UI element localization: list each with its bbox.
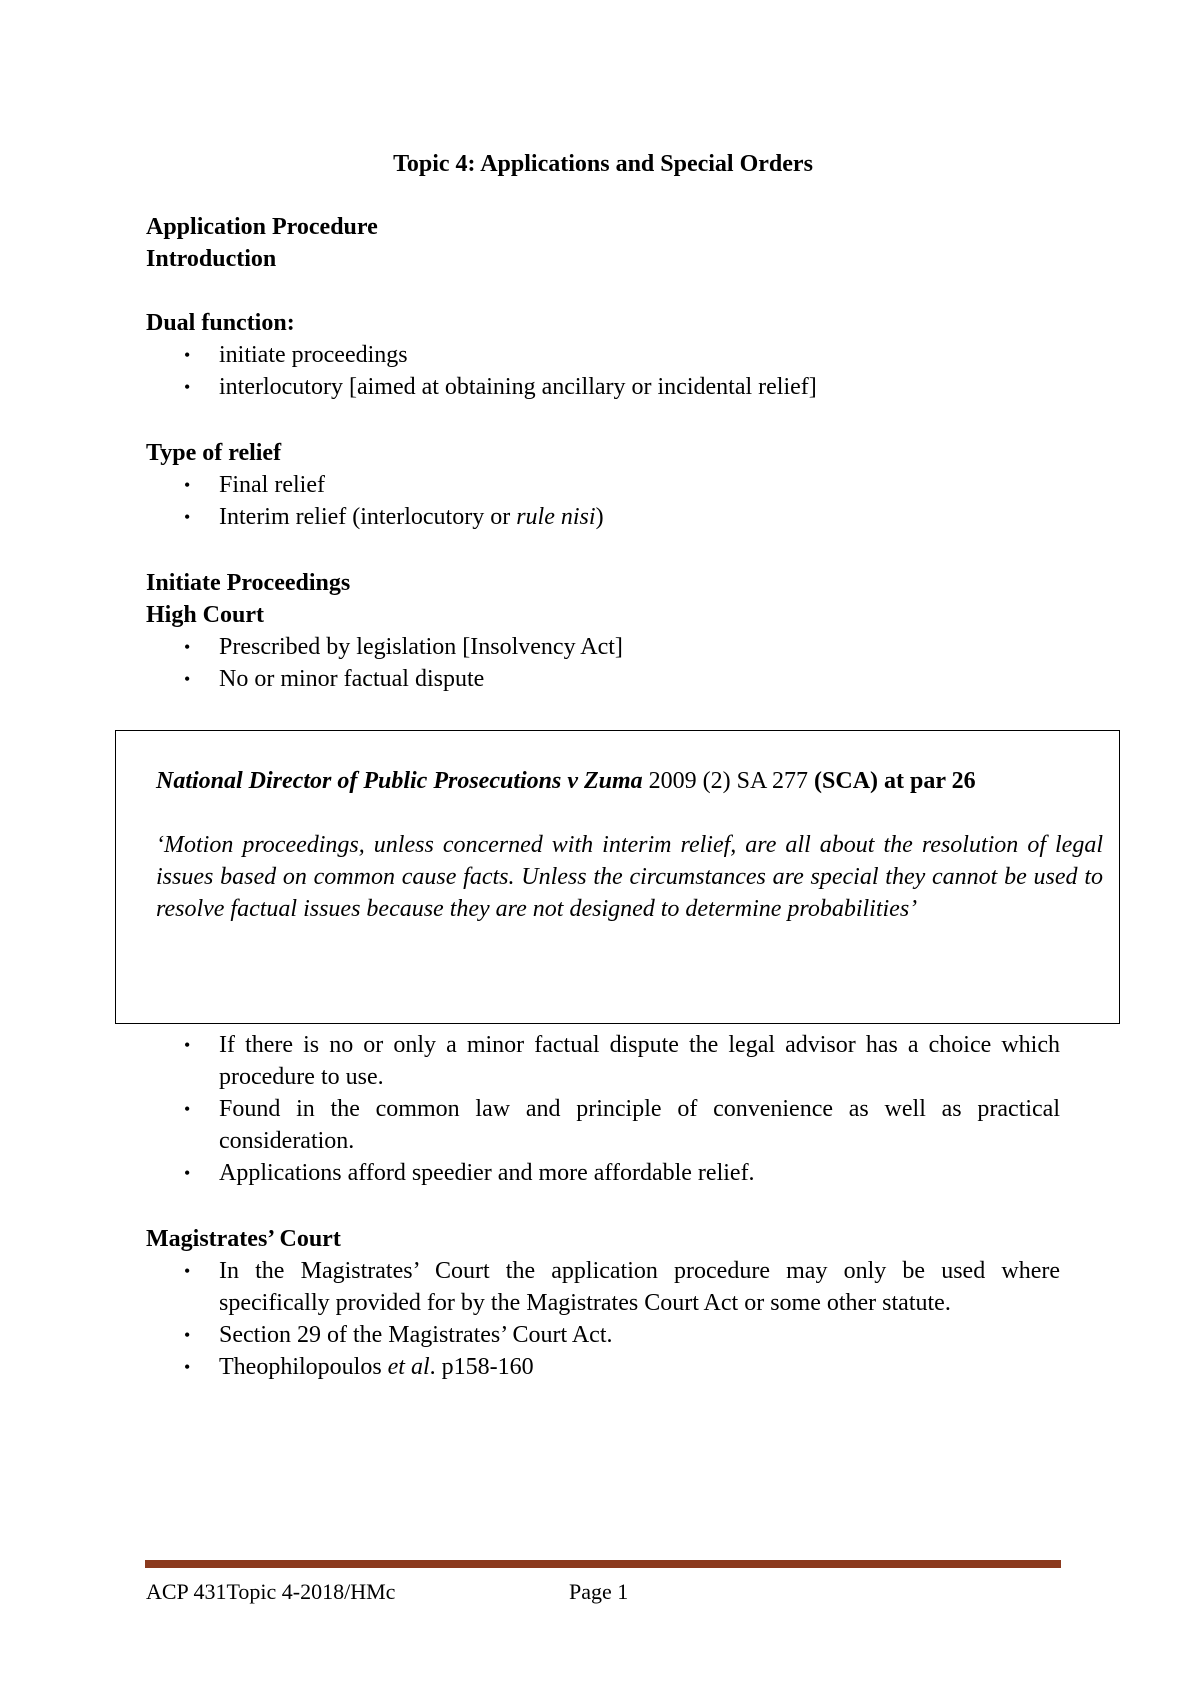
section-heading-dual-function: Dual function: bbox=[146, 310, 295, 336]
type-of-relief-section bbox=[146, 437, 1060, 533]
list-item: • If there is no or only a minor factual dispute the legal advisor has a choice which procedure to use. bbox=[146, 1029, 1060, 1093]
section-heading-application-procedure: Application Procedure bbox=[146, 214, 378, 240]
dual-function-section bbox=[146, 307, 1060, 403]
case-quote-box bbox=[115, 730, 1120, 1024]
list-item: • Final relief bbox=[146, 469, 1060, 501]
case-quote-text: ‘Motion proceedings, unless concerned with interim relief, are all about the resolution of legal issues based on common cause facts. Unless the circumstances are special they cannot be used to resolve factual issues because they are not designed to determine probabilities’ bbox=[156, 832, 1103, 922]
list-item: • initiate proceedings bbox=[146, 339, 1060, 371]
list-item: • Applications afford speedier and more affordable relief. bbox=[146, 1157, 1060, 1189]
list-item: • Section 29 of the Magistrates’ Court Act. bbox=[146, 1319, 1060, 1351]
bullet-icon: • bbox=[184, 1261, 191, 1281]
type-of-relief-list bbox=[146, 469, 1060, 533]
bullet-icon: • bbox=[184, 1357, 191, 1377]
bullet-icon: • bbox=[184, 377, 191, 397]
list-item: • Prescribed by legislation [Insolvency Act] bbox=[146, 631, 1060, 663]
magistrates-court-list bbox=[146, 1255, 1060, 1383]
section-heading-high-court: High Court bbox=[146, 602, 265, 628]
initiate-proceedings-section bbox=[146, 567, 1060, 695]
bullet-icon: • bbox=[184, 345, 191, 365]
case-citation-plain: 2009 (2) SA 277 bbox=[642, 768, 815, 794]
case-quote-content bbox=[156, 765, 1103, 925]
bullet-icon: • bbox=[184, 1325, 191, 1345]
high-court-choice-list bbox=[146, 1029, 1060, 1189]
footer-divider bbox=[145, 1560, 1061, 1568]
page-title: Topic 4: Applications and Special Orders bbox=[393, 151, 813, 177]
list-item: • In the Magistrates’ Court the application procedure may only be used where specifically provided for by the Magistrates Court Act or some other statute. bbox=[146, 1255, 1060, 1319]
bullet-icon: • bbox=[184, 1099, 191, 1119]
list-item: • No or minor factual dispute bbox=[146, 663, 1060, 695]
list-item: • Theophilopoulos et al. p158-160 bbox=[146, 1351, 1060, 1383]
case-name: National Director of Public Prosecutions v Zuma bbox=[156, 768, 643, 794]
high-court-choice-section bbox=[146, 1029, 1060, 1189]
dual-function-list bbox=[146, 339, 1060, 403]
high-court-list bbox=[146, 631, 1060, 695]
section-heading-initiate-proceedings: Initiate Proceedings bbox=[146, 570, 351, 596]
section-heading-type-of-relief: Type of relief bbox=[146, 440, 282, 466]
case-citation-bold: (SCA) at par 26 bbox=[814, 768, 976, 794]
bullet-icon: • bbox=[184, 1163, 191, 1183]
list-item: • Interim relief (interlocutory or rule nisi) bbox=[146, 501, 1060, 533]
list-item: • interlocutory [aimed at obtaining ancillary or incidental relief] bbox=[146, 371, 1060, 403]
bullet-icon: • bbox=[184, 1035, 191, 1055]
section-heading-magistrates-court: Magistrates’ Court bbox=[146, 1226, 341, 1252]
bullet-icon: • bbox=[184, 637, 191, 657]
footer-page-number: Page 1 bbox=[569, 1579, 629, 1604]
magistrates-court-section bbox=[146, 1223, 1060, 1383]
section-heading-introduction: Introduction bbox=[146, 246, 277, 272]
case-citation bbox=[156, 765, 1103, 797]
bullet-icon: • bbox=[184, 507, 191, 527]
bullet-icon: • bbox=[184, 475, 191, 495]
intro-section bbox=[146, 211, 1060, 275]
bullet-icon: • bbox=[184, 669, 191, 689]
footer-document-id: ACP 431Topic 4-2018/HMc bbox=[146, 1579, 396, 1604]
list-item: • Found in the common law and principle of convenience as well as practical consideration. bbox=[146, 1093, 1060, 1157]
